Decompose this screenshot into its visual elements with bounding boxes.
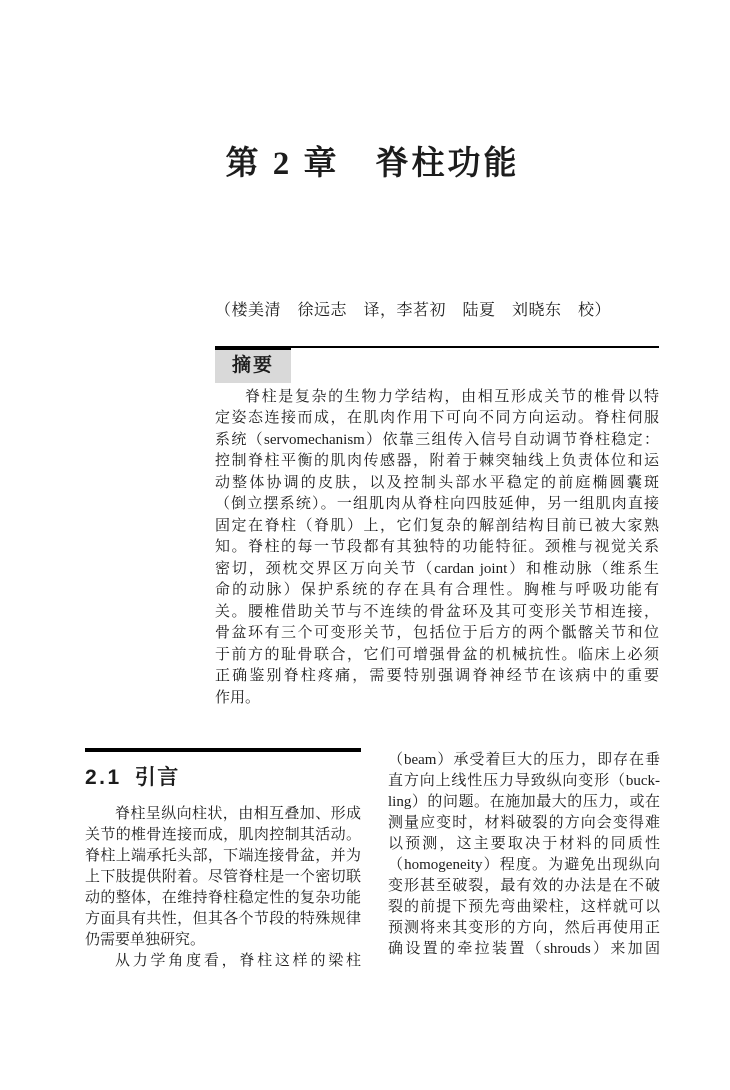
left-paragraph-2: 从力学角度看，脊柱这样的梁柱 [115, 953, 361, 969]
right-column [388, 748, 660, 972]
abstract-text: 脊柱是复杂的生物力学结构，由相互形成关节的椎骨以特 定姿态连接而成，在肌肉作用下可向不同方向运动。脊柱伺服 系统（servomechanism）依靠三组传入信号自动调节脊柱稳定： 控制脊柱平衡的肌肉传感器，附着于棘突轴线上负责体位和运 动整体协调的皮肤，以及控制头部水平稳定的前庭椭圆囊斑 （倒立摆系统）。一组肌肉从脊柱向四肢延伸，另一组肌肉直接 固定在脊柱（脊肌）上，它们复杂的解剖结构目前已被大家熟 知。脊柱的每一节段都有其独特的功能特征。颈椎与视觉关系 密切，颈枕交界区万向关节（cardan joint）和椎动脉（维系生 命的动脉）保护系统的存在具有合理性。胸椎与呼吸功能有 关。腰椎借助关节与不连续的骨盆环及其可变形关节相连接， 骨盆环有三个可变形关节，包括位于后方的两个骶髂关节和位 于前方的耻骨联合，它们可增强骨盆的机械抗性。临床上必须 正确鉴别脊柱疼痛，需要特别强调脊神经节在该病中的重要 作用。 [215, 388, 659, 706]
left-paragraph-1: 脊柱呈纵向柱状，由相互叠加、形成 关节的椎骨连接而成，肌肉控制其活动。 脊柱上端承托头部，下端连接骨盆，并为 上下肢提供附着。尽管脊柱是一个密切联 动的整体，在维持脊柱稳定性的复杂功能 方面具有共性，但其各个节段的特殊规律 仍需要单独研究。 [85, 806, 361, 948]
section-number: 2.1 [85, 766, 122, 789]
translator-credits: （楼美清 徐远志 译，李茗初 陆夏 刘晓东 校） [215, 302, 612, 319]
abstract-block [215, 346, 659, 709]
two-column-body [85, 748, 660, 972]
chapter-title: 第 2 章 脊柱功能 [225, 146, 520, 182]
section-top-rule [85, 748, 361, 752]
right-paragraph: （beam）承受着巨大的压力，即存在垂 直方向上线性压力导致纵向变形（buck- ling）的问题。在施加最大的压力，或在 测量应变时，材料破裂的方向会变得难 以预测，这主要取决于材料的同质性 （homogeneity）程度。为避免出现纵向 变形甚至破裂，最有效的办法是在不破 裂的前提下预先弯曲梁柱，这样就可以 预测将来其变形的方向，然后再使用正 确设置的牵拉装置（shrouds）来加固 [388, 752, 660, 957]
left-column [85, 748, 361, 972]
section-title: 引言 [134, 766, 180, 789]
section-heading [85, 761, 361, 791]
abstract-label: 摘要 [215, 346, 291, 383]
